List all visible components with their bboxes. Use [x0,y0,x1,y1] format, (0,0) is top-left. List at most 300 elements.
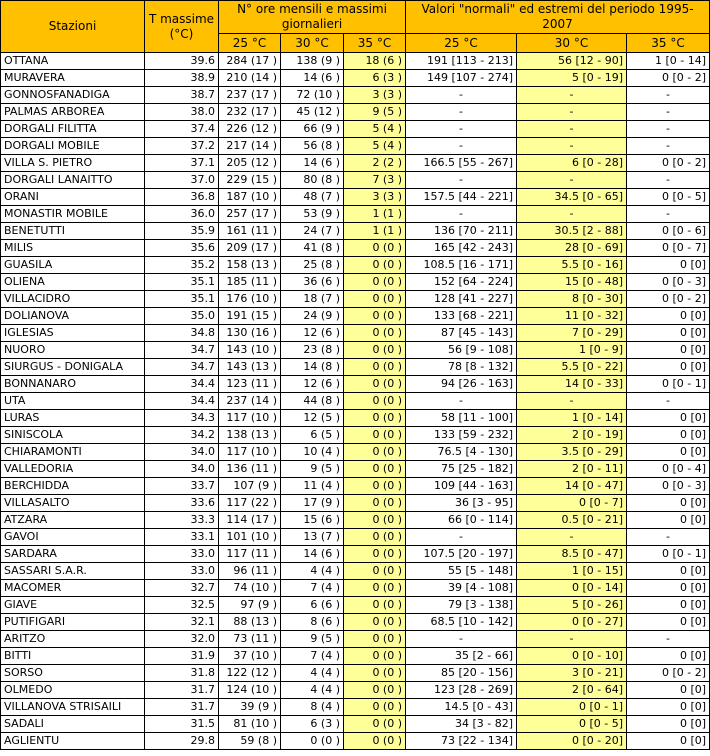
normal-25-cell: - [406,172,517,189]
hours-25-cell: 229 (15 ) [219,172,281,189]
normal-35-cell: 0 [0 - 1] [627,546,710,563]
normal-35-cell: 0 [0 - 3] [627,478,710,495]
table-row [1,291,710,308]
t-max-cell: 32.5 [145,597,219,614]
hours-35-cell: 0 (0 ) [344,512,406,529]
hours-35-cell: 1 (1 ) [344,223,406,240]
hours-25-cell: 284 (17 ) [219,53,281,70]
hours-30-cell: 25 (8 ) [281,257,344,274]
table-row [1,631,710,648]
hours-30-cell: 24 (7 ) [281,223,344,240]
hours-35-cell: 0 (0 ) [344,478,406,495]
table-row [1,359,710,376]
hours-35-cell: 0 (0 ) [344,580,406,597]
header-ore-30: 30 °C [281,34,344,53]
hours-30-cell: 9 (5 ) [281,461,344,478]
normal-30-cell: - [517,172,627,189]
hours-25-cell: 117 (22 ) [219,495,281,512]
normal-30-cell: 1 [0 - 15] [517,563,627,580]
normal-25-cell: 58 [11 - 100] [406,410,517,427]
normal-30-cell: 1 [0 - 14] [517,410,627,427]
hours-30-cell: 18 (7 ) [281,291,344,308]
hours-30-cell: 13 (7 ) [281,529,344,546]
hours-30-cell: 7 (4 ) [281,648,344,665]
table-row [1,308,710,325]
hours-35-cell: 0 (0 ) [344,631,406,648]
hours-30-cell: 9 (5 ) [281,631,344,648]
normal-30-cell: 15 [0 - 48] [517,274,627,291]
normal-35-cell: 0 [0 - 2] [627,70,710,87]
hours-25-cell: 74 (10 ) [219,580,281,597]
normal-30-cell: 5 [0 - 19] [517,70,627,87]
table-row [1,427,710,444]
normal-35-cell: 0 [0 - 2] [627,155,710,172]
normal-35-cell: 0 [0] [627,427,710,444]
hours-30-cell: 4 (4 ) [281,682,344,699]
table-row [1,546,710,563]
hours-30-cell: 8 (4 ) [281,699,344,716]
hours-35-cell: 9 (5 ) [344,104,406,121]
hours-35-cell: 0 (0 ) [344,274,406,291]
normal-30-cell: - [517,104,627,121]
station-cell: LURAS [1,410,145,427]
normal-25-cell: 66 [0 - 114] [406,512,517,529]
normal-30-cell: 30.5 [2 - 88] [517,223,627,240]
hours-30-cell: 14 (6 ) [281,155,344,172]
hours-25-cell: 191 (15 ) [219,308,281,325]
t-max-cell: 36.0 [145,206,219,223]
station-cell: VILLASALTO [1,495,145,512]
hours-25-cell: 217 (14 ) [219,138,281,155]
table-body [1,53,710,750]
hours-35-cell: 0 (0 ) [344,546,406,563]
hours-25-cell: 176 (10 ) [219,291,281,308]
normal-30-cell: 3 [0 - 21] [517,665,627,682]
hours-25-cell: 187 (10 ) [219,189,281,206]
normal-35-cell: 0 [0] [627,495,710,512]
normal-25-cell: 108.5 [16 - 171] [406,257,517,274]
table-row [1,410,710,427]
t-max-cell: 31.5 [145,716,219,733]
table-row [1,87,710,104]
station-cell: SASSARI S.A.R. [1,563,145,580]
hours-30-cell: 48 (7 ) [281,189,344,206]
normal-35-cell: 0 [0 - 6] [627,223,710,240]
normal-35-cell: 0 [0] [627,342,710,359]
hours-25-cell: 96 (11 ) [219,563,281,580]
normal-25-cell: 78 [8 - 132] [406,359,517,376]
hours-35-cell: 0 (0 ) [344,257,406,274]
t-max-cell: 34.0 [145,461,219,478]
normal-30-cell: 0 [0 - 20] [517,733,627,750]
table-row [1,682,710,699]
normal-35-cell: 0 [0] [627,563,710,580]
normal-30-cell: - [517,529,627,546]
normal-25-cell: - [406,206,517,223]
hours-25-cell: 158 (13 ) [219,257,281,274]
normal-35-cell: - [627,206,710,223]
table-row [1,478,710,495]
hours-25-cell: 122 (12 ) [219,665,281,682]
normal-25-cell: 36 [3 - 95] [406,495,517,512]
station-cell: SARDARA [1,546,145,563]
hours-35-cell: 0 (0 ) [344,376,406,393]
normal-25-cell: 133 [59 - 232] [406,427,517,444]
table-row [1,665,710,682]
normal-25-cell: 76.5 [4 - 130] [406,444,517,461]
hours-25-cell: 114 (17 ) [219,512,281,529]
header-stazioni: Stazioni [1,1,145,53]
station-cell: ARITZO [1,631,145,648]
hours-35-cell: 0 (0 ) [344,699,406,716]
table-row [1,461,710,478]
hours-30-cell: 6 (6 ) [281,597,344,614]
t-max-cell: 33.6 [145,495,219,512]
normal-30-cell: 0 [0 - 7] [517,495,627,512]
t-max-cell: 32.7 [145,580,219,597]
table-row [1,155,710,172]
hours-30-cell: 41 (8 ) [281,240,344,257]
t-max-cell: 35.9 [145,223,219,240]
table-row [1,733,710,750]
station-cell: PUTIFIGARI [1,614,145,631]
t-max-cell: 34.4 [145,393,219,410]
normal-30-cell: - [517,393,627,410]
normal-30-cell: 1 [0 - 9] [517,342,627,359]
normal-25-cell: 136 [70 - 211] [406,223,517,240]
table-row [1,138,710,155]
hours-35-cell: 6 (3 ) [344,70,406,87]
normal-30-cell: 14 [0 - 33] [517,376,627,393]
station-cell: NUORO [1,342,145,359]
t-max-cell: 34.2 [145,427,219,444]
hours-35-cell: 3 (3 ) [344,189,406,206]
normal-30-cell: 56 [12 - 90] [517,53,627,70]
station-cell: GAVOI [1,529,145,546]
station-cell: IGLESIAS [1,325,145,342]
normal-25-cell: 152 [64 - 224] [406,274,517,291]
normal-25-cell: - [406,138,517,155]
t-max-cell: 34.7 [145,359,219,376]
normal-30-cell: 0 [0 - 1] [517,699,627,716]
normal-25-cell: 55 [5 - 148] [406,563,517,580]
table-row [1,342,710,359]
t-max-cell: 33.1 [145,529,219,546]
normal-35-cell: - [627,631,710,648]
table-row [1,121,710,138]
hours-30-cell: 66 (9 ) [281,121,344,138]
normal-35-cell: 0 [0 - 4] [627,461,710,478]
normal-25-cell: 14.5 [0 - 43] [406,699,517,716]
normal-25-cell: - [406,393,517,410]
table-row [1,512,710,529]
table-row [1,699,710,716]
hours-25-cell: 138 (13 ) [219,427,281,444]
normal-30-cell: 2 [0 - 11] [517,461,627,478]
station-cell: ATZARA [1,512,145,529]
t-max-cell: 35.6 [145,240,219,257]
hours-25-cell: 124 (10 ) [219,682,281,699]
hours-30-cell: 12 (5 ) [281,410,344,427]
normal-30-cell: - [517,121,627,138]
normal-30-cell: 0 [0 - 5] [517,716,627,733]
hours-35-cell: 7 (3 ) [344,172,406,189]
normal-25-cell: - [406,631,517,648]
normal-25-cell: 68.5 [10 - 142] [406,614,517,631]
hours-35-cell: 5 (4 ) [344,121,406,138]
hours-25-cell: 210 (14 ) [219,70,281,87]
normal-35-cell: 0 [0 - 2] [627,665,710,682]
table-row [1,597,710,614]
normal-35-cell: 0 [0] [627,682,710,699]
hours-35-cell: 18 (6 ) [344,53,406,70]
t-max-cell: 31.8 [145,665,219,682]
t-max-cell: 29.8 [145,733,219,750]
normal-35-cell: 0 [0 - 1] [627,376,710,393]
station-cell: BERCHIDDA [1,478,145,495]
station-cell: SIURGUS - DONIGALA [1,359,145,376]
normal-30-cell: - [517,631,627,648]
station-cell: MILIS [1,240,145,257]
normal-25-cell: - [406,121,517,138]
normal-35-cell: 0 [0] [627,359,710,376]
header-valori-normali: Valori "normali" ed estremi del periodo 1995-2007 [406,1,710,34]
normal-35-cell: 0 [0] [627,325,710,342]
hours-35-cell: 0 (0 ) [344,308,406,325]
hours-25-cell: 97 (9 ) [219,597,281,614]
table-row [1,614,710,631]
normal-25-cell: 149 [107 - 274] [406,70,517,87]
station-cell: UTA [1,393,145,410]
t-max-cell: 35.2 [145,257,219,274]
hours-25-cell: 226 (12 ) [219,121,281,138]
station-cell: VALLEDORIA [1,461,145,478]
t-max-cell: 37.0 [145,172,219,189]
station-cell: SADALI [1,716,145,733]
hours-25-cell: 39 (9 ) [219,699,281,716]
hours-30-cell: 44 (8 ) [281,393,344,410]
table-row [1,393,710,410]
table-row [1,240,710,257]
hours-30-cell: 12 (6 ) [281,325,344,342]
t-max-cell: 34.4 [145,376,219,393]
normal-30-cell: 0.5 [0 - 21] [517,512,627,529]
table-row [1,376,710,393]
hours-25-cell: 205 (12 ) [219,155,281,172]
station-cell: MONASTIR MOBILE [1,206,145,223]
hours-30-cell: 4 (4 ) [281,665,344,682]
hours-30-cell: 36 (6 ) [281,274,344,291]
hours-25-cell: 185 (11 ) [219,274,281,291]
station-cell: CHIARAMONTI [1,444,145,461]
table-row [1,172,710,189]
t-max-cell: 32.1 [145,614,219,631]
normal-25-cell: 56 [9 - 108] [406,342,517,359]
station-cell: OLMEDO [1,682,145,699]
normal-25-cell: - [406,87,517,104]
normal-25-cell: 165 [42 - 243] [406,240,517,257]
station-cell: OLIENA [1,274,145,291]
hours-25-cell: 143 (10 ) [219,342,281,359]
hours-35-cell: 1 (1 ) [344,206,406,223]
normal-30-cell: 11 [0 - 32] [517,308,627,325]
hours-35-cell: 0 (0 ) [344,444,406,461]
normal-25-cell: 75 [25 - 182] [406,461,517,478]
hours-35-cell: 3 (3 ) [344,87,406,104]
hours-35-cell: 0 (0 ) [344,342,406,359]
hours-25-cell: 143 (13 ) [219,359,281,376]
table-row [1,444,710,461]
t-max-cell: 31.7 [145,699,219,716]
hours-30-cell: 4 (4 ) [281,563,344,580]
normal-30-cell: 0 [0 - 10] [517,648,627,665]
hours-35-cell: 0 (0 ) [344,648,406,665]
normal-30-cell: 28 [0 - 69] [517,240,627,257]
normal-30-cell: - [517,87,627,104]
normal-30-cell: 2 [0 - 19] [517,427,627,444]
hours-25-cell: 123 (11 ) [219,376,281,393]
t-max-cell: 32.0 [145,631,219,648]
table-row [1,70,710,87]
normal-35-cell: - [627,138,710,155]
t-max-cell: 37.4 [145,121,219,138]
hours-35-cell: 0 (0 ) [344,716,406,733]
normal-35-cell: 0 [0] [627,580,710,597]
normal-30-cell: 3.5 [0 - 29] [517,444,627,461]
hours-30-cell: 138 (9 ) [281,53,344,70]
station-cell: BONNANARO [1,376,145,393]
normal-35-cell: 0 [0] [627,308,710,325]
station-cell: PALMAS ARBOREA [1,104,145,121]
hours-25-cell: 232 (17 ) [219,104,281,121]
table-row [1,206,710,223]
normal-35-cell: 0 [0] [627,716,710,733]
hours-25-cell: 73 (11 ) [219,631,281,648]
normal-25-cell: 123 [28 - 269] [406,682,517,699]
normal-35-cell: 0 [0] [627,733,710,750]
table-row [1,529,710,546]
hours-35-cell: 0 (0 ) [344,665,406,682]
hours-30-cell: 14 (6 ) [281,546,344,563]
t-max-cell: 35.0 [145,308,219,325]
station-cell: OTTANA [1,53,145,70]
station-cell: BITTI [1,648,145,665]
t-max-cell: 34.7 [145,342,219,359]
hours-25-cell: 59 (8 ) [219,733,281,750]
hours-25-cell: 117 (10 ) [219,444,281,461]
table-row [1,53,710,70]
normal-35-cell: - [627,87,710,104]
table-row [1,104,710,121]
hours-35-cell: 0 (0 ) [344,325,406,342]
normal-25-cell: 94 [26 - 163] [406,376,517,393]
normal-35-cell: - [627,104,710,121]
t-max-cell: 35.1 [145,274,219,291]
hours-25-cell: 107 (9 ) [219,478,281,495]
station-cell: GONNOSFANADIGA [1,87,145,104]
header-norm-30: 30 °C [517,34,627,53]
t-max-cell: 34.8 [145,325,219,342]
normal-30-cell: 6 [0 - 28] [517,155,627,172]
t-max-cell: 37.1 [145,155,219,172]
normal-30-cell: - [517,138,627,155]
normal-30-cell: 7 [0 - 29] [517,325,627,342]
table-row [1,189,710,206]
hours-35-cell: 0 (0 ) [344,359,406,376]
table-row [1,274,710,291]
normal-35-cell: 0 [0] [627,444,710,461]
station-cell: BENETUTTI [1,223,145,240]
t-max-cell: 38.0 [145,104,219,121]
normal-35-cell: 0 [0] [627,614,710,631]
header-t-massime: T massime (°C) [145,1,219,53]
hours-35-cell: 0 (0 ) [344,733,406,750]
t-max-cell: 31.9 [145,648,219,665]
hours-30-cell: 0 (0 ) [281,733,344,750]
hours-30-cell: 80 (8 ) [281,172,344,189]
normal-25-cell: 128 [41 - 227] [406,291,517,308]
normal-25-cell: 133 [68 - 221] [406,308,517,325]
hours-25-cell: 161 (11 ) [219,223,281,240]
header-ore-mensili: N° ore mensili e massimi giornalieri [219,1,406,34]
normal-30-cell: 8 [0 - 30] [517,291,627,308]
t-max-cell: 35.1 [145,291,219,308]
normal-30-cell: - [517,206,627,223]
normal-25-cell: 85 [20 - 156] [406,665,517,682]
t-max-cell: 38.9 [145,70,219,87]
normal-25-cell: 39 [4 - 108] [406,580,517,597]
normal-30-cell: 0 [0 - 27] [517,614,627,631]
hours-25-cell: 257 (17 ) [219,206,281,223]
hours-30-cell: 53 (9 ) [281,206,344,223]
hours-35-cell: 5 (4 ) [344,138,406,155]
hours-30-cell: 45 (12 ) [281,104,344,121]
normal-30-cell: 5 [0 - 26] [517,597,627,614]
hours-30-cell: 14 (6 ) [281,70,344,87]
hours-25-cell: 130 (16 ) [219,325,281,342]
normal-35-cell: - [627,529,710,546]
normal-35-cell: 0 [0 - 7] [627,240,710,257]
station-cell: SORSO [1,665,145,682]
station-cell: AGLIENTU [1,733,145,750]
hours-35-cell: 0 (0 ) [344,614,406,631]
hours-30-cell: 6 (5 ) [281,427,344,444]
normal-30-cell: 34.5 [0 - 65] [517,189,627,206]
t-max-cell: 33.3 [145,512,219,529]
normal-25-cell: 107.5 [20 - 197] [406,546,517,563]
hours-35-cell: 0 (0 ) [344,495,406,512]
header-ore-35: 35 °C [344,34,406,53]
hours-35-cell: 0 (0 ) [344,427,406,444]
normal-25-cell: 191 [113 - 213] [406,53,517,70]
hours-30-cell: 10 (4 ) [281,444,344,461]
hours-25-cell: 237 (17 ) [219,87,281,104]
hours-30-cell: 7 (4 ) [281,580,344,597]
normal-25-cell: - [406,104,517,121]
hours-35-cell: 0 (0 ) [344,461,406,478]
hours-30-cell: 17 (9 ) [281,495,344,512]
header-ore-25: 25 °C [219,34,281,53]
normal-25-cell: 109 [44 - 163] [406,478,517,495]
normal-30-cell: 8.5 [0 - 47] [517,546,627,563]
hours-35-cell: 0 (0 ) [344,410,406,427]
hours-30-cell: 23 (8 ) [281,342,344,359]
hours-25-cell: 101 (10 ) [219,529,281,546]
t-max-cell: 33.0 [145,563,219,580]
station-cell: DORGALI FILITTA [1,121,145,138]
normal-30-cell: 2 [0 - 64] [517,682,627,699]
hours-30-cell: 12 (6 ) [281,376,344,393]
